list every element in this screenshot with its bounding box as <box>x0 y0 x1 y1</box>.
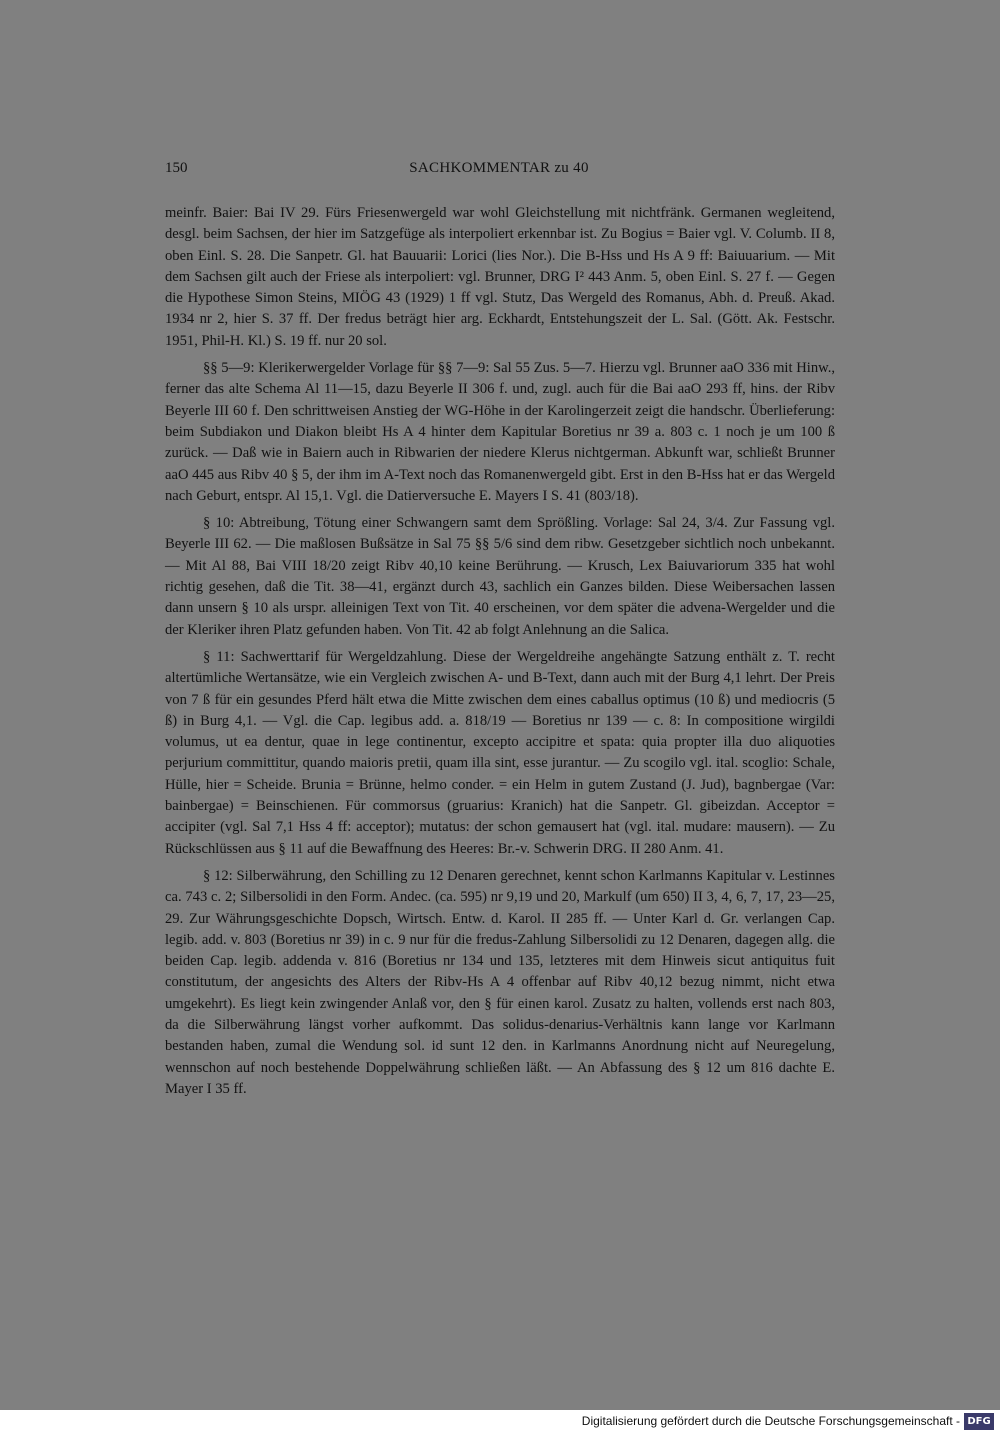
paragraph-clerics-wergeld: §§ 5—9: Klerikerwergelder Vorlage für §§ 7—9: Sal 55 Zus. 5—7. Hierzu vgl. Brunner aaO 336 mit Hinw., ferner das alte Schema Al 11—15, dazu Beyerle II 306 f. und, zugl. auch für die Bai aaO 293 ff, hins. der Ribv Beyerle III 60 f. Den schrittweisen Anstieg der WG-Höhe in der Karolingerzeit zeigt die handschr. Überlieferung: beim Subdiakon und Diakon bleibt Hs A 4 hinter dem Kapitular Boretius nr 39 a. 803 c. 1 noch je um 100 ß zurück. — Daß wie in Baiern auch in Ribwarien der niedere Klerus nichtgerman. Abkunft war, schließt Brunner aaO 445 aus Ribv 40 § 5, der ihm im A-Text noch das Romanenwergeld gibt. Erst in den B-Hss hat er das Wergeld nach Geburt, entspr. Al 15,1. Vgl. die Datierversuche E. Mayers I S. 41 (803/18). <box>165 360 835 504</box>
funding-credit: Digitalisierung gefördert durch die Deutsche Forschungsgemeinschaft - <box>581 1414 960 1428</box>
paragraph-value-tariff: § 11: Sachwerttarif für Wergeldzahlung. Diese der Wergeldreihe angehängte Satzung enthält z. T. recht altertümliche Wertansätze, wie ein Vergleich zwischen A- und B-Text, dann auch mit der Burg 4,1 lehrt. Der Preis von 7 ß für ein gesundes Pferd hält etwa die Mitte zwischen dem eines caballus optimus (10 ß) und mediocris (5 ß) in Burg 4,1. — Vgl. die Cap. legibus add. a. 818/19 — Boretius nr 139 — c. 8: In compositione wirgildi volumus, ut ea dentur, quae in lege continentur, excepto accipitre et spata: quia propter illa duo aliquoties perjurium committitur, quando maioris pretii, quam illa sint, esse jurantur. — Zu scogilo vgl. ital. scoglio: Schale, Hülle, hier = Scheide. Brunia = Brünne, helmo conder. = ein Helm in gutem Zustand (J. Jud), bagnbergae (Var: bainbergae) = Beinschienen. Für commorsus (gruarius: Kranich) hat die Sanpetr. Gl. gibeizdan. Acceptor = accipiter (vgl. Sal 7,1 Hss 4 ff: acceptor); mutatus: der schon gemausert hat (vgl. ital. mudare: mausern). — Zu Rückschlüssen aus § 11 auf die Bewaffnung des Heeres: Br.-v. Schwerin DRG. II 280 Anm. 41. <box>165 648 835 857</box>
paragraph-abortion: § 10: Abtreibung, Tötung einer Schwangern samt dem Sprößling. Vorlage: Sal 24, 3/4. Zur Fassung vgl. Beyerle III 62. — Die maßlosen Bußsätze in Sal 75 §§ 5/6 sind dem ribw. Gesetzgeber sichtlich noch unbekannt. — Mit Al 88, Bai VIII 18/20 zeigt Ribv 40,10 keine Berührung. — Krusch, Lex Baiuvariorum 335 hat wohl richtig gesehen, daß die Tit. 38—41, ergänzt durch 43, sachlich ein Ganzes bilden. Diese Weibersachen lassen dann unsern § 10 als urspr. alleinigen Text von Tit. 40 erscheinen, vor dem später die advena-Wergelder und die der Kleriker ihren Platz gefunden haben. Von Tit. 42 ab folgt Anlehnung an die Salica. <box>165 515 835 638</box>
paragraph-silver-currency: § 12: Silberwährung, den Schilling zu 12 Denaren gerechnet, kennt schon Karlmanns Kapitular v. Lestinnes ca. 743 c. 2; Silbersolidi in den Form. Andec. (ca. 595) nr 9,19 und 20, Markulf (um 650) II 3, 4, 6, 7, 17, 23—25, 29. Zur Währungsgeschichte Dopsch, Wirtsch. Entw. d. Karol. II 285 ff. — Unter Karl d. Gr. verlangen Cap. legib. add. v. 803 (Boretius nr 39) in c. 9 nur für die fredus-Zahlung Silbersolidi zu 12 Denaren, dagegen allg. die beiden Cap. legib. addenda v. 816 (Boretius nr 134 und 135, letzteres mit dem Hinweis sicut antiquitus fuit constitutum, der angesichts des Alters der Ribv-Hs A 4 offenbar auf Ribv 40,12 bezug nimmt, nicht etwa umgekehrt). Es liegt kein zwingender Anlaß vor, den § für einen karol. Zusatz zu halten, vollends erst nach 803, da die Silberwährung längst vorher aufkommt. Das solidus-denarius-Verhältnis kann lange vor Karlmann bestanden haben, zumal die Wendung sol. id sunt 12 den. in Karlmanns Anordnung nicht auf Neuregelung, wennschon auf noch bestehende Doppelwährung schließen läßt. — An Abfassung des § 12 um 816 dachte E. Mayer I 35 ff. <box>165 867 835 1097</box>
footer-bar <box>0 1410 1000 1434</box>
page-header <box>165 160 833 184</box>
paragraph-continuation: meinfr. Baier: Bai IV 29. Fürs Friesenwergeld war wohl Gleichstellung mit nichtfränk. Germanen wegleitend, desgl. beim Sachsen, der hier im Satzgefüge als interpoliert erkennbar ist. Zu Bogius = Baier vgl. V. Columb. II 8, oben Einl. S. 28. Die Sanpetr. Gl. hat Bauuarii: Lorici (lies Nor.). Die B-Hss und Hs A 9 ff: Baiuuarium. — Mit dem Sachsen gilt auch der Friese als interpoliert: vgl. Brunner, DRG I² 443 Anm. 5, oben Einl. S. 27 f. — Gegen die Hypothese Simon Steins, MIÖG 43 (1929) 1 ff vgl. Stutz, Das Wergeld des Romanus, Abh. d. Preuß. Akad. 1934 nr 2, hier S. 37 ff. Der fredus beträgt hier arg. Eckhardt, Entstehungszeit der L. Sal. (Gött. Ak. Festschr. 1951, Phil-H. Kl.) S. 19 ff. nur 20 sol. <box>165 205 835 349</box>
page-number: 150 <box>165 160 188 176</box>
running-head: SACHKOMMENTAR zu 40 <box>409 160 589 176</box>
commentary-text <box>165 203 835 1106</box>
dfg-logo: DFG <box>964 1413 994 1430</box>
